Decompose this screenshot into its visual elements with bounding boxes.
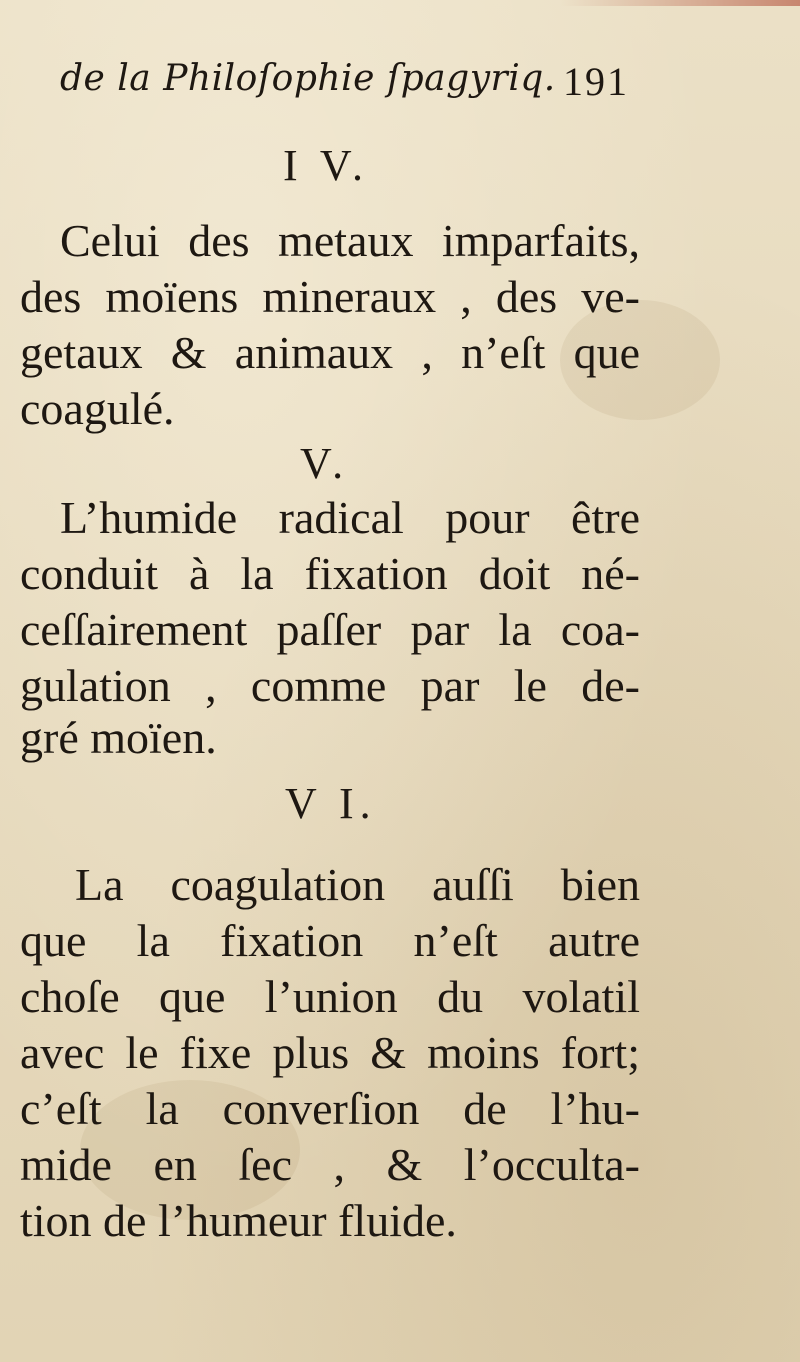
text-line: La coagulation auſſi bien: [75, 859, 640, 910]
text-line: ceſſairement paſſer par la coa-: [20, 604, 640, 655]
text-line: Celui des metaux imparfaits,: [60, 215, 640, 266]
page-number: 191: [563, 59, 629, 104]
section-numeral-iv: I V.: [283, 141, 369, 190]
text-line: conduit à la fixation doit né-: [20, 548, 640, 599]
section-numeral-vi: V I.: [285, 779, 377, 828]
text-line: gulation , comme par le de-: [20, 660, 640, 711]
text-line: L’humide radical pour être: [60, 492, 640, 543]
text-line: mide en ſec , & l’occulta-: [20, 1139, 640, 1190]
text-line: getaux & animaux , n’eſt que: [20, 327, 640, 378]
text-line: des moïens mineraux , des ve-: [20, 271, 640, 322]
text-line: coagulé.: [20, 383, 175, 434]
text-line: tion de l’humeur fluide.: [20, 1195, 457, 1246]
running-head: de la Philoſophie ſpagyriq.: [60, 58, 556, 99]
text-line: c’eſt la converſion de l’hu-: [20, 1083, 640, 1134]
text-line: gré moïen.: [20, 712, 217, 763]
text-line: que la fixation n’eſt autre: [20, 915, 640, 966]
text-line: choſe que l’union du volatil: [20, 971, 640, 1022]
section-numeral-v: V.: [300, 439, 350, 488]
text-line: avec le fixe plus & moins fort;: [20, 1027, 640, 1078]
page-edge-tint: [0, 0, 800, 6]
